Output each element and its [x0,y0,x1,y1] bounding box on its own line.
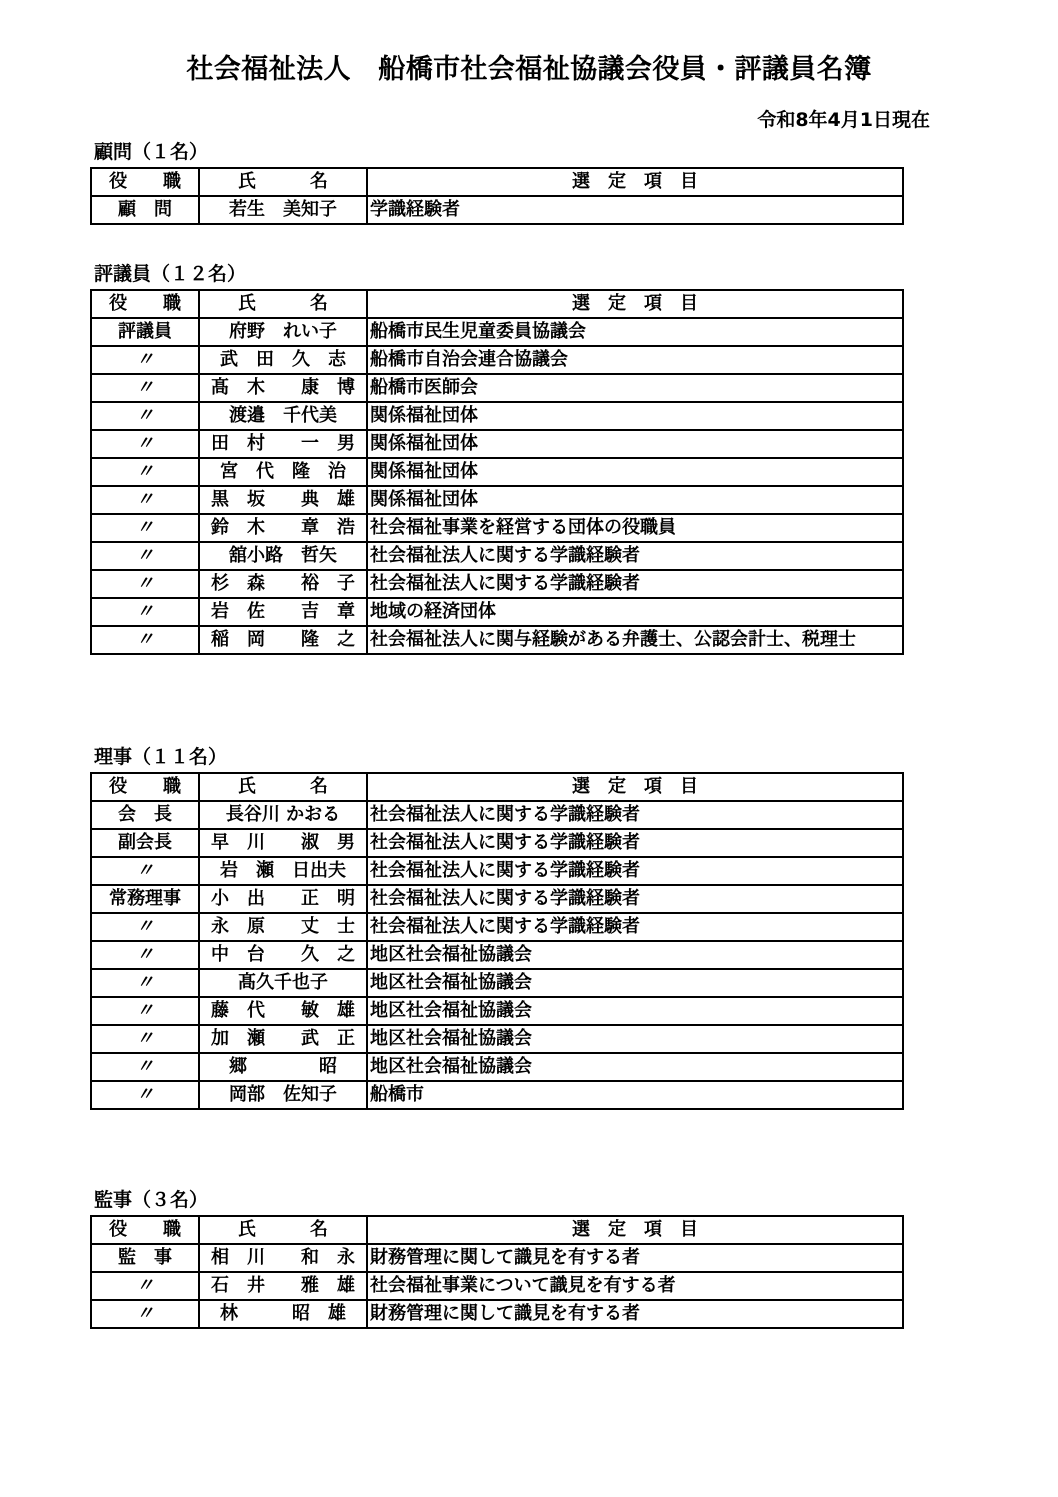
cell-selection: 社会福祉法人に関する学識経験者 [367,570,903,598]
cell-post-ditto: 〃 [91,346,199,374]
table-header-row [91,1216,903,1244]
cell-post-ditto: 〃 [91,997,199,1025]
section-hyogiin [90,262,902,655]
cell-selection: 地区社会福祉協議会 [367,941,903,969]
cell-name: 宮 代 隆 治 [199,458,367,486]
cell-name: 岡部 佐知子 [199,1081,367,1109]
table-row [91,542,903,570]
table-row [91,598,903,626]
cell-post-ditto: 〃 [91,857,199,885]
table-row [91,196,903,224]
table-row [91,1300,903,1328]
cell-selection: 船橋市 [367,1081,903,1109]
roster-table-kanji [90,1215,904,1329]
cell-post: 副会長 [91,829,199,857]
cell-post-ditto: 〃 [91,1081,199,1109]
cell-post-ditto: 〃 [91,514,199,542]
cell-name: 田 村 一 男 [199,430,367,458]
section-label-komon: 顧問（１名） [94,141,209,163]
cell-name: 舘小路 哲矢 [199,542,367,570]
cell-name: 永 原 丈 士 [199,913,367,941]
cell-name: 鈴 木 章 浩 [199,514,367,542]
section-riji [90,745,902,1110]
cell-selection: 船橋市自治会連合協議会 [367,346,903,374]
table-row [91,1053,903,1081]
cell-post-ditto: 〃 [91,1272,199,1300]
cell-selection: 社会福祉事業について識見を有する者 [367,1272,903,1300]
table-row [91,346,903,374]
cell-name: 藤 代 敏 雄 [199,997,367,1025]
table-row [91,801,903,829]
cell-post: 評議員 [91,318,199,346]
cell-selection: 地域の経済団体 [367,598,903,626]
cell-post: 顧 問 [91,196,199,224]
page-title: 社会福祉法人 船橋市社会福祉協議会役員・評議員名簿 [186,54,872,85]
cell-post: 常務理事 [91,885,199,913]
effective-date-note: 令和8年4月1日現在 [757,109,930,131]
cell-name: 稲 岡 隆 之 [199,626,367,654]
cell-post-ditto: 〃 [91,570,199,598]
cell-post-ditto: 〃 [91,598,199,626]
table-row [91,318,903,346]
cell-post-ditto: 〃 [91,542,199,570]
cell-name: 府野 れい子 [199,318,367,346]
column-header-name: 氏 名 [199,168,367,196]
table-header-row [91,290,903,318]
cell-post-ditto: 〃 [91,626,199,654]
cell-name: 髙 木 康 博 [199,374,367,402]
table-row [91,941,903,969]
column-header-name: 氏 名 [199,773,367,801]
cell-post-ditto: 〃 [91,1053,199,1081]
cell-selection: 船橋市民生児童委員協議会 [367,318,903,346]
cell-selection: 社会福祉事業を経営する団体の役職員 [367,514,903,542]
cell-selection: 関係福祉団体 [367,402,903,430]
section-komon [90,140,902,225]
cell-selection: 地区社会福祉協議会 [367,1025,903,1053]
cell-selection: 財務管理に関して識見を有する者 [367,1300,903,1328]
cell-name: 中 台 久 之 [199,941,367,969]
cell-name: 石 井 雅 雄 [199,1272,367,1300]
table-row [91,1272,903,1300]
table-row [91,402,903,430]
cell-selection: 地区社会福祉協議会 [367,1053,903,1081]
section-label-riji: 理事（１１名） [94,746,228,768]
cell-post-ditto: 〃 [91,374,199,402]
section-kanji [90,1188,902,1329]
cell-selection: 地区社会福祉協議会 [367,997,903,1025]
cell-name: 岩 佐 吉 章 [199,598,367,626]
column-header-post: 役 職 [91,290,199,318]
column-header-selection: 選 定 項 目 [367,290,903,318]
column-header-selection: 選 定 項 目 [367,773,903,801]
cell-selection: 社会福祉法人に関与経験がある弁護士、公認会計士、税理士 [367,626,903,654]
table-row [91,829,903,857]
roster-body-hyogiin [91,318,903,654]
table-row [91,458,903,486]
table-row [91,570,903,598]
roster-table-hyogiin [90,289,904,655]
table-row [91,514,903,542]
cell-name: 岩 瀬 日出夫 [199,857,367,885]
cell-name: 武 田 久 志 [199,346,367,374]
cell-selection: 関係福祉団体 [367,430,903,458]
roster-body-riji [91,801,903,1109]
column-header-post: 役 職 [91,1216,199,1244]
roster-body-komon [91,196,903,224]
column-header-selection: 選 定 項 目 [367,168,903,196]
cell-name: 加 瀬 武 正 [199,1025,367,1053]
table-row [91,486,903,514]
cell-name: 長谷川 かおる [199,801,367,829]
column-header-selection: 選 定 項 目 [367,1216,903,1244]
cell-name: 林 昭 雄 [199,1300,367,1328]
column-header-post: 役 職 [91,168,199,196]
cell-selection: 船橋市医師会 [367,374,903,402]
table-row [91,913,903,941]
cell-selection: 社会福祉法人に関する学識経験者 [367,857,903,885]
cell-name: 小 出 正 明 [199,885,367,913]
table-header-row [91,773,903,801]
cell-post-ditto: 〃 [91,402,199,430]
table-row [91,374,903,402]
cell-name: 若生 美知子 [199,196,367,224]
table-row [91,1081,903,1109]
cell-name: 杉 森 裕 子 [199,570,367,598]
cell-post-ditto: 〃 [91,969,199,997]
cell-selection: 地区社会福祉協議会 [367,969,903,997]
cell-post-ditto: 〃 [91,486,199,514]
cell-name: 黒 坂 典 雄 [199,486,367,514]
cell-selection: 社会福祉法人に関する学識経験者 [367,542,903,570]
cell-selection: 関係福祉団体 [367,486,903,514]
cell-selection: 社会福祉法人に関する学識経験者 [367,885,903,913]
cell-post-ditto: 〃 [91,913,199,941]
cell-post-ditto: 〃 [91,1025,199,1053]
cell-selection: 社会福祉法人に関する学識経験者 [367,913,903,941]
cell-selection: 社会福祉法人に関する学識経験者 [367,829,903,857]
table-row [91,626,903,654]
section-label-hyogiin: 評議員（１２名） [94,263,247,285]
column-header-name: 氏 名 [199,290,367,318]
roster-body-kanji [91,1244,903,1328]
cell-post: 監 事 [91,1244,199,1272]
section-label-kanji: 監事（３名） [94,1189,209,1211]
column-header-post: 役 職 [91,773,199,801]
cell-post-ditto: 〃 [91,1300,199,1328]
cell-name: 渡邉 千代美 [199,402,367,430]
roster-table-riji [90,772,904,1110]
cell-post: 会 長 [91,801,199,829]
roster-table-komon [90,167,904,225]
cell-selection: 関係福祉団体 [367,458,903,486]
cell-selection: 社会福祉法人に関する学識経験者 [367,801,903,829]
table-row [91,1244,903,1272]
table-row [91,857,903,885]
column-header-name: 氏 名 [199,1216,367,1244]
cell-post-ditto: 〃 [91,430,199,458]
table-header-row [91,168,903,196]
cell-post-ditto: 〃 [91,941,199,969]
table-row [91,1025,903,1053]
cell-post-ditto: 〃 [91,458,199,486]
cell-selection: 財務管理に関して識見を有する者 [367,1244,903,1272]
cell-name: 髙久千也子 [199,969,367,997]
table-row [91,969,903,997]
cell-selection: 学識経験者 [367,196,903,224]
table-row [91,997,903,1025]
table-row [91,885,903,913]
cell-name: 相 川 和 永 [199,1244,367,1272]
cell-name: 郷 昭 [199,1053,367,1081]
table-row [91,430,903,458]
cell-name: 早 川 淑 男 [199,829,367,857]
